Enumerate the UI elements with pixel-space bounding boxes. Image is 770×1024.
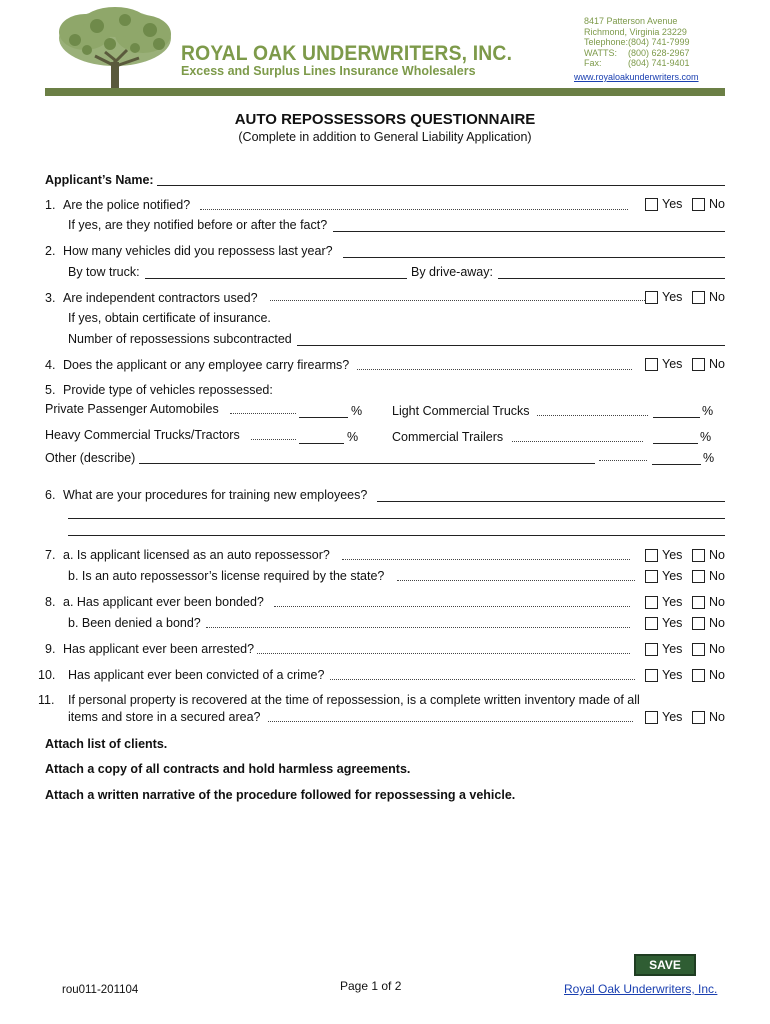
q7a-yes-checkbox[interactable] bbox=[645, 549, 658, 562]
q2-number: 2. bbox=[45, 244, 56, 258]
q7b-yes-label: Yes bbox=[662, 569, 683, 583]
other-describe-label: Other (describe) bbox=[45, 451, 136, 465]
attach-clients-note: Attach list of clients. bbox=[45, 737, 168, 751]
save-button[interactable]: SAVE bbox=[634, 954, 696, 976]
header-rule bbox=[45, 88, 725, 96]
q10-leader bbox=[330, 679, 635, 680]
q2-question: How many vehicles did you repossess last year? bbox=[63, 244, 333, 258]
q4-leader bbox=[357, 369, 632, 370]
q7a-leader bbox=[342, 559, 630, 560]
q10-question: Has applicant ever been convicted of a crime? bbox=[68, 668, 325, 682]
q7b-no-label: No bbox=[709, 569, 725, 583]
q8b-no-label: No bbox=[709, 616, 725, 630]
q9-leader bbox=[257, 653, 630, 654]
light-commercial-pct-sign: % bbox=[702, 404, 714, 418]
q4-no-label: No bbox=[709, 357, 725, 371]
q1-sub-answer-field[interactable] bbox=[333, 231, 725, 232]
q11-yes-label: Yes bbox=[662, 710, 683, 724]
fax-line: Fax: (804) 741-9401 bbox=[584, 58, 690, 69]
q5-number: 5. bbox=[45, 383, 56, 397]
q1-no-label: No bbox=[709, 197, 725, 211]
q9-number: 9. bbox=[45, 642, 56, 656]
oak-tree-logo bbox=[55, 4, 177, 94]
q1-sub-question: If yes, are they notified before or after the fact? bbox=[68, 218, 328, 232]
form-code: rou011-201104 bbox=[62, 984, 139, 996]
q8b-no-checkbox[interactable] bbox=[692, 617, 705, 630]
attach-narrative-note: Attach a written narrative of the procedure followed for repossessing a vehicle. bbox=[45, 788, 516, 802]
q3-question: Are independent contractors used? bbox=[63, 291, 258, 305]
q1-yes-label: Yes bbox=[662, 197, 683, 211]
q2-drive-label: By drive-away: bbox=[411, 265, 493, 279]
q11-number: 11. bbox=[38, 693, 55, 707]
q2-tow-label: By tow truck: bbox=[68, 265, 140, 279]
q2-tow-field[interactable] bbox=[145, 278, 407, 279]
q2-answer-field[interactable] bbox=[343, 257, 725, 258]
q8a-yes-label: Yes bbox=[662, 595, 683, 609]
light-commercial-leader bbox=[537, 415, 648, 416]
heavy-commercial-pct-sign: % bbox=[347, 430, 359, 444]
heavy-commercial-label: Heavy Commercial Trucks/Tractors bbox=[45, 428, 240, 442]
company-tagline: Excess and Surplus Lines Insurance Wholesalers bbox=[181, 64, 476, 78]
q8b-yes-checkbox[interactable] bbox=[645, 617, 658, 630]
other-leader bbox=[599, 460, 647, 461]
q5-question: Provide type of vehicles repossessed: bbox=[63, 383, 273, 397]
other-pct-field[interactable] bbox=[652, 464, 701, 465]
q11-yes-checkbox[interactable] bbox=[645, 711, 658, 724]
q3-yes-label: Yes bbox=[662, 290, 683, 304]
commercial-trailers-label: Commercial Trailers bbox=[392, 430, 504, 444]
other-describe-field[interactable] bbox=[139, 463, 595, 464]
q8a-no-checkbox[interactable] bbox=[692, 596, 705, 609]
heavy-commercial-leader bbox=[251, 439, 296, 440]
heavy-commercial-pct-field[interactable] bbox=[299, 443, 344, 444]
q3-leader bbox=[270, 300, 645, 301]
q3-subcontracted-field[interactable] bbox=[297, 345, 725, 346]
q2-drive-field[interactable] bbox=[498, 278, 725, 279]
q7a-yes-label: Yes bbox=[662, 548, 683, 562]
applicant-name-label: Applicant’s Name: bbox=[45, 173, 154, 187]
q7b-question: b. Is an auto repossessor’s license required by the state? bbox=[68, 569, 385, 583]
q3-number: 3. bbox=[45, 291, 56, 305]
q7-number: 7. bbox=[45, 548, 56, 562]
q4-yes-checkbox[interactable] bbox=[645, 358, 658, 371]
q8a-yes-checkbox[interactable] bbox=[645, 596, 658, 609]
q9-yes-checkbox[interactable] bbox=[645, 643, 658, 656]
commercial-trailers-pct-sign: % bbox=[700, 430, 712, 444]
q6-answer-field-2[interactable] bbox=[68, 518, 725, 519]
commercial-trailers-pct-field[interactable] bbox=[653, 443, 698, 444]
q1-yes-checkbox[interactable] bbox=[645, 198, 658, 211]
private-passenger-pct-field[interactable] bbox=[299, 417, 348, 418]
q10-no-checkbox[interactable] bbox=[692, 669, 705, 682]
company-name: ROYAL OAK UNDERWRITERS, INC. bbox=[181, 42, 513, 65]
q11-question-line2: items and store in a secured area? bbox=[68, 710, 261, 724]
q7b-leader bbox=[397, 580, 635, 581]
page-subtitle: (Complete in addition to General Liability Application) bbox=[238, 130, 532, 144]
q4-question: Does the applicant or any employee carry firearms? bbox=[63, 358, 350, 372]
q6-question: What are your procedures for training new employees? bbox=[63, 488, 368, 502]
q1-number: 1. bbox=[45, 198, 56, 212]
q8b-yes-label: Yes bbox=[662, 616, 683, 630]
q6-number: 6. bbox=[45, 488, 56, 502]
q4-number: 4. bbox=[45, 358, 56, 372]
q8b-leader bbox=[206, 627, 630, 628]
q1-question: Are the police notified? bbox=[63, 198, 191, 212]
q3-no-label: No bbox=[709, 290, 725, 304]
q8a-no-label: No bbox=[709, 595, 725, 609]
q8b-question: b. Been denied a bond? bbox=[68, 616, 201, 630]
q3-sub-note: If yes, obtain certificate of insurance. bbox=[68, 311, 271, 325]
q6-answer-field-1[interactable] bbox=[377, 501, 725, 502]
q11-no-label: No bbox=[709, 710, 725, 724]
other-pct-sign: % bbox=[703, 451, 715, 465]
light-commercial-pct-field[interactable] bbox=[653, 417, 700, 418]
q11-leader bbox=[268, 721, 633, 722]
applicant-name-field[interactable] bbox=[157, 185, 725, 186]
q8a-leader bbox=[274, 606, 630, 607]
light-commercial-label: Light Commercial Trucks bbox=[392, 404, 530, 418]
q11-question-line1: If personal property is recovered at the time of repossession, is a complete written inventory made of all bbox=[68, 693, 640, 707]
q9-question: Has applicant ever been arrested? bbox=[63, 642, 255, 656]
q10-number: 10. bbox=[38, 668, 56, 682]
private-passenger-label: Private Passenger Automobiles bbox=[45, 402, 219, 416]
page-number: Page 1 of 2 bbox=[340, 979, 402, 993]
address-line-1: 8417 Patterson Avenue bbox=[584, 16, 678, 26]
q7b-no-checkbox[interactable] bbox=[692, 570, 705, 583]
private-passenger-leader bbox=[230, 413, 296, 414]
attach-contracts-note: Attach a copy of all contracts and hold harmless agreements. bbox=[45, 762, 411, 776]
q7a-no-label: No bbox=[709, 548, 725, 562]
q7a-no-checkbox[interactable] bbox=[692, 549, 705, 562]
q4-no-checkbox[interactable] bbox=[692, 358, 705, 371]
watts-line: WATTS: (800) 628-2967 bbox=[584, 47, 690, 58]
q1-no-checkbox[interactable] bbox=[692, 198, 705, 211]
q3-no-checkbox[interactable] bbox=[692, 291, 705, 304]
telephone-line: Telephone:(804) 741-7999 bbox=[584, 37, 690, 48]
q3-yes-checkbox[interactable] bbox=[645, 291, 658, 304]
q8a-question: a. Has applicant ever been bonded? bbox=[63, 595, 264, 609]
q6-answer-field-3[interactable] bbox=[68, 535, 725, 536]
q3-sub-question: Number of repossessions subcontracted bbox=[68, 332, 292, 346]
q10-yes-label: Yes bbox=[662, 668, 683, 682]
website-link[interactable]: www.royaloakunderwriters.com bbox=[574, 72, 699, 82]
address-line-2: Richmond, Virginia 23229 bbox=[584, 26, 687, 37]
q11-no-checkbox[interactable] bbox=[692, 711, 705, 724]
company-address bbox=[584, 16, 734, 69]
q9-yes-label: Yes bbox=[662, 642, 683, 656]
q4-yes-label: Yes bbox=[662, 357, 683, 371]
private-passenger-pct-sign: % bbox=[351, 404, 363, 418]
q8-number: 8. bbox=[45, 595, 56, 609]
company-footer-link[interactable]: Royal Oak Underwriters, Inc. bbox=[564, 982, 718, 996]
q9-no-label: No bbox=[709, 642, 725, 656]
q10-yes-checkbox[interactable] bbox=[645, 669, 658, 682]
q9-no-checkbox[interactable] bbox=[692, 643, 705, 656]
commercial-trailers-leader bbox=[512, 441, 643, 442]
q10-no-label: No bbox=[709, 668, 725, 682]
q1-leader bbox=[200, 209, 628, 210]
q7b-yes-checkbox[interactable] bbox=[645, 570, 658, 583]
page-title: AUTO REPOSSESSORS QUESTIONNAIRE bbox=[234, 111, 536, 128]
q7a-question: a. Is applicant licensed as an auto repossessor? bbox=[63, 548, 330, 562]
